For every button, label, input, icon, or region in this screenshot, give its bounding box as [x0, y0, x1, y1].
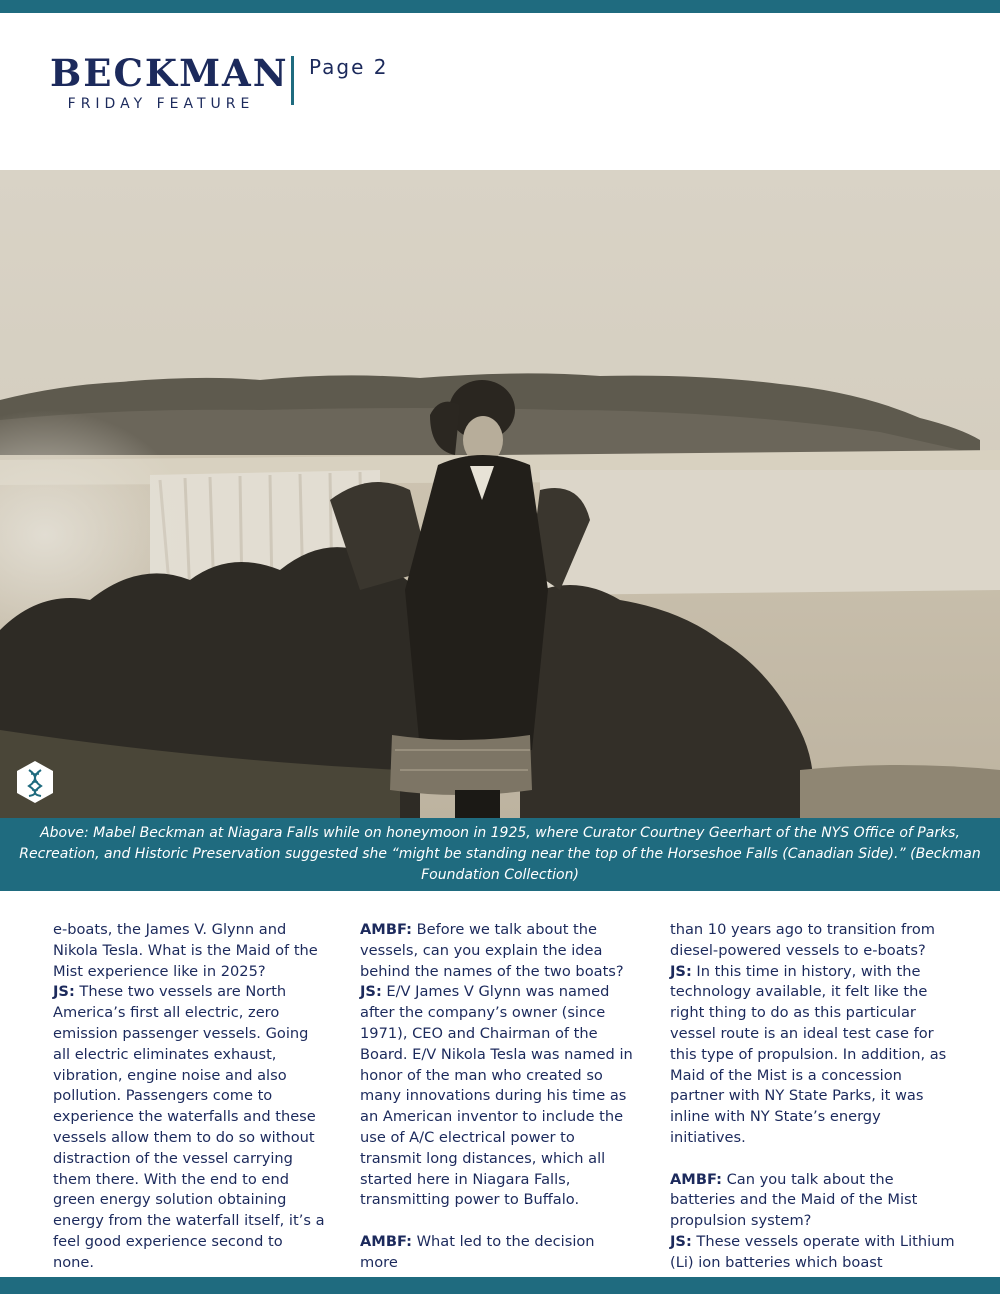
- top-accent-bar: [0, 0, 1000, 13]
- dna-hexagon-icon: [15, 760, 55, 804]
- feature-photo: [0, 170, 1000, 818]
- paragraph-spacer: [360, 1211, 635, 1232]
- paragraph-text: In this time in history, with the technology available, it felt like the right thing to do as this particular vessel route is an ideal test case for this type of propulsion. In addition, as Maid of the Mist is a concession partner with NY State Parks, it was inline with NY State’s energy initiatives.: [670, 962, 947, 1146]
- niagara-falls-photo: [0, 170, 1000, 818]
- article-paragraph: [360, 982, 635, 1211]
- speaker-label: AMBF:: [360, 921, 412, 938]
- paragraph-text: than 10 years ago to transition from diesel-powered vessels to e-boats?: [670, 921, 936, 959]
- speaker-label: AMBF:: [360, 1232, 412, 1250]
- paragraph-text: These two vessels are North America’s first all electric, zero emission passenger vessels. Going all electric eliminates exhaust, vibration, engine noise and also pollution. Passengers come to experience the waterfalls and these vessels allow them to do so without distraction of the vessel carrying them there. With the end to end green energy solution obtaining energy from the waterfall itself, it’s a feel good experience second to none.: [53, 983, 325, 1271]
- page-number: Page 2: [309, 55, 389, 79]
- bottom-accent-bar: [0, 1277, 1000, 1294]
- caption-text: Above: Mabel Beckman at Niagara Falls while on honeymoon in 1925, where Curator Courtney Geerhart of the NYS Office of Parks, Recreation, and Historic Preservation suggested she “might be standing near the top of the Horseshoe Falls (Canadian Side).” (Beckman Foundation Collection): [19, 825, 981, 883]
- paragraph-text: Before we talk about the vessels, can you explain the idea behind the names of the two boats?: [360, 921, 624, 980]
- masthead-divider: [291, 56, 294, 105]
- paragraph-text: e-boats, the James V. Glynn and Nikola Tesla. What is the Maid of the Mist experience like in 2025?: [53, 921, 318, 980]
- speaker-label: AMBF:: [670, 1170, 722, 1188]
- article-column-1: [53, 920, 328, 1274]
- speaker-label: JS:: [53, 983, 75, 1001]
- article-paragraph: [53, 920, 328, 982]
- paragraph-text: What led to the decision more: [360, 1232, 595, 1271]
- speaker-label: JS:: [360, 983, 382, 1001]
- article-paragraph: [670, 1232, 960, 1274]
- article-paragraph: [360, 920, 635, 982]
- photo-caption: [0, 818, 1000, 891]
- paragraph-text: Can you talk about the batteries and the Maid of the Mist propulsion system?: [670, 1170, 918, 1230]
- paragraph-spacer: [670, 1149, 960, 1170]
- paragraph-text: E/V James V Glynn was named after the company’s owner (since 1971), CEO and Chairman of the Board. E/V Nikola Tesla was named in honor of the man who created so many innovations during his time as an American inventor to include the use of A/C electrical power to transmit long distances, which all started here in Niagara Falls, transmitting power to Buffalo.: [360, 983, 633, 1209]
- masthead-logo: [50, 51, 289, 113]
- article-column-2: [360, 920, 635, 1274]
- paragraph-text: These vessels operate with Lithium (Li) ion batteries which boast: [670, 1232, 955, 1271]
- speaker-label: JS:: [670, 962, 692, 980]
- article-column-3: [670, 920, 960, 1274]
- speaker-label: JS:: [670, 1232, 692, 1250]
- article-paragraph: [360, 1232, 635, 1274]
- article-paragraph: [53, 982, 328, 1273]
- article-paragraph: [670, 962, 960, 1149]
- brand-subtitle: FRIDAY FEATURE: [67, 96, 255, 112]
- article-paragraph: [670, 920, 960, 962]
- article-paragraph: [670, 1170, 960, 1232]
- brand-name: BECKMAN: [50, 51, 289, 95]
